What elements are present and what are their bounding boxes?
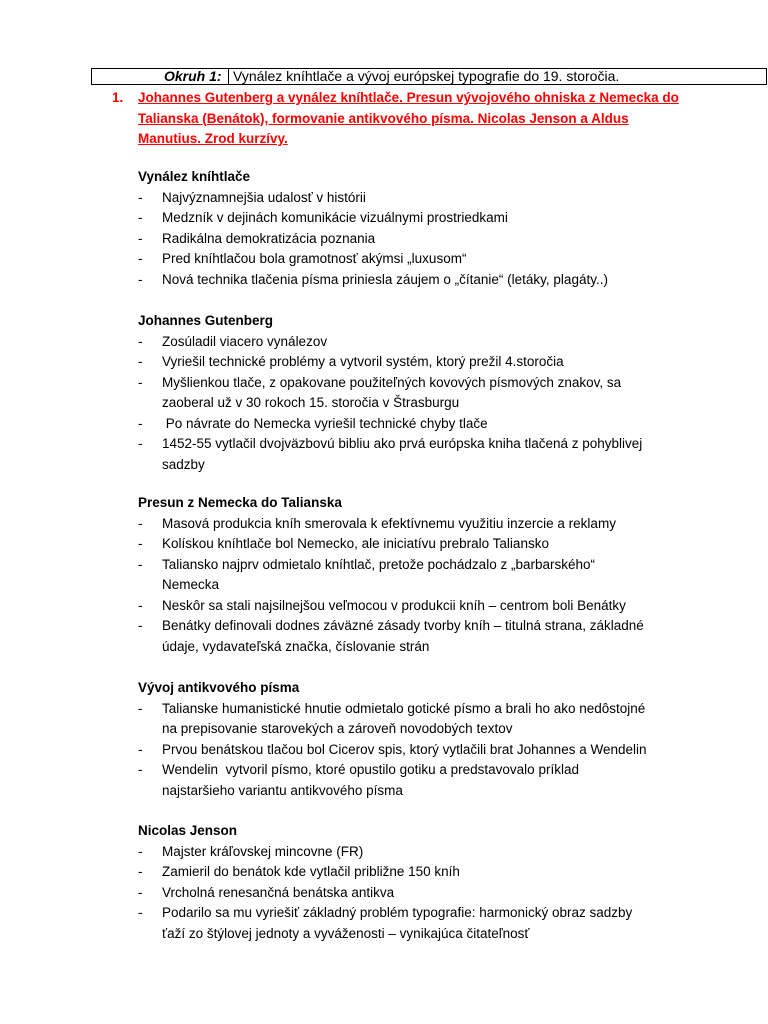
item-text: zaoberal už v 30 rokoch 15. storočia v Štrasburgu: [162, 395, 460, 410]
section-vynalez: [138, 167, 698, 290]
section-title: Nicolas Jenson: [138, 823, 238, 838]
section-title: Johannes Gutenberg: [138, 313, 274, 328]
list-item: [138, 229, 698, 250]
topic-line: Manutius. Zrod kurzívy: [138, 131, 285, 146]
item-text: Masová produkcia kníh smerovala k efektívnemu využitiu inzercie a reklamy: [162, 515, 616, 531]
bullet-dash: -: [138, 741, 143, 757]
item-text: Medzník v dejinách komunikácie vizuálnymi prostriedkami: [162, 210, 508, 225]
list-item: [138, 514, 698, 535]
section-antikva: [138, 678, 698, 801]
header-title: Vynález kníhtlače a vývoj európskej typografie do 19. storočia.: [233, 68, 620, 84]
bullet-dash: -: [138, 884, 143, 900]
bullet-dash: -: [138, 556, 143, 572]
item-text: Radikálna demokratizácia poznania: [162, 230, 376, 246]
item-text: Neskôr sa stali najsilnejšou veľmocou v produkcii kníh – centrom boli Benátky: [162, 597, 626, 613]
item-text: ťaží zo štýlovej jednoty a vyváženosti – vynikajúca čitateľnosť: [162, 925, 530, 941]
topic-heading: [112, 88, 712, 150]
item-text: Wendelin vytvoril písmo, ktoré opustilo gotiku a predstavovalo príklad: [162, 762, 579, 777]
bullet-dash: -: [138, 354, 143, 369]
topic-text: [138, 88, 712, 150]
list-item: [138, 332, 698, 353]
item-text: Taliansko najprv odmietalo kníhtlač, pretože pochádzalo z „barbarského“: [162, 556, 595, 572]
topic-line: Talianska (Benátok), formovanie antikvového písma. Nicolas Jenson a Aldus: [138, 110, 629, 126]
bullet-dash: -: [138, 271, 143, 287]
section-title: Presun z Nemecka do Talianska: [138, 495, 342, 510]
header-label: Okruh 1:: [92, 69, 229, 84]
item-text: Vrcholná renesančná benátska antikva: [162, 884, 395, 900]
item-text: 1452-55 vytlačil dvojväzbovú bibliu ako prvá európska kniha tlačená z pohyblivej: [162, 436, 643, 451]
section-presun: [138, 493, 698, 657]
item-text: Zosúladil viacero vynálezov: [162, 333, 328, 349]
bullet-dash: -: [138, 189, 143, 205]
item-text: Po návrate do Nemecka vyriešil technické chyby tlače: [162, 415, 488, 431]
topic-number: 1.: [112, 90, 124, 105]
bullet-dash: -: [138, 515, 143, 531]
list-item: [138, 555, 698, 596]
item-text: Vyriešil technické problémy a vytvoril systém, ktorý prežil 4.storočia: [162, 354, 564, 369]
item-text: Majster kráľovskej mincovne (FR): [162, 843, 364, 859]
list-item: [138, 352, 698, 373]
item-text: Kolískou kníhtlače bol Nemecko, ale iniciatívu prebralo Taliansko: [162, 536, 549, 551]
list-item: [138, 434, 698, 475]
bullet-dash: -: [138, 762, 143, 777]
bullet-dash: -: [138, 230, 143, 246]
bullet-dash: -: [138, 251, 143, 266]
list-item: [138, 903, 698, 944]
item-text: Nemecka: [162, 577, 220, 592]
list-item: [138, 740, 698, 761]
bullet-dash: -: [138, 843, 143, 859]
list-item: [138, 188, 698, 209]
topic-header-table: [91, 68, 767, 85]
bullet-dash: -: [138, 210, 143, 225]
item-text: Najvýznamnejšia udalosť v histórii: [162, 189, 366, 205]
bullet-dash: -: [138, 436, 143, 451]
bullet-dash: -: [138, 536, 143, 551]
list-item: [138, 616, 698, 657]
bullet-dash: -: [138, 905, 143, 920]
item-text: Nová technika tlačenia písma priniesla záujem o „čítanie“ (letáky, plagáty..): [162, 271, 608, 287]
list-item: [138, 534, 698, 555]
section-title: Vynález kníhtlače: [138, 169, 251, 184]
list-item: [138, 596, 698, 617]
bullet-dash: -: [138, 597, 143, 613]
item-text: Myšlienkou tlače, z opakovane použiteľných kovových písmových znakov, sa: [162, 374, 622, 390]
list-item: [138, 699, 698, 740]
item-text: Zamieril do benátok kde vytlačil približne 150 kníh: [162, 864, 460, 879]
item-text: Benátky definovali dodnes záväzné zásady tvorby kníh – titulná strana, základné: [162, 618, 644, 633]
section-gutenberg: [138, 311, 698, 475]
bullet-dash: -: [138, 700, 143, 716]
item-text: sadzby: [162, 456, 205, 472]
item-text: Talianske humanistické hnutie odmietalo gotické písmo a brali ho ako nedôstojné: [162, 700, 646, 716]
item-text: Podarilo sa mu vyriešiť základný problém typografie: harmonický obraz sadzby: [162, 905, 633, 920]
list-item: [138, 862, 698, 883]
list-item: [138, 249, 698, 270]
bullet-dash: -: [138, 864, 143, 879]
list-item: [138, 270, 698, 291]
list-item: [138, 760, 698, 801]
bullet-dash: -: [138, 618, 143, 633]
list-item: [138, 373, 698, 414]
item-text: Pred kníhtlačou bola gramotnosť akýmsi „luxusom“: [162, 251, 467, 266]
list-item: [138, 414, 698, 435]
section-title: Vývoj antikvového písma: [138, 680, 300, 695]
item-text: na prepisovanie starovekých a zároveň novodobých textov: [162, 721, 513, 736]
item-text: najstaršieho variantu antikvového písma: [162, 782, 403, 798]
bullet-dash: -: [138, 374, 143, 390]
list-item: [138, 208, 698, 229]
list-item: [138, 842, 698, 863]
item-text: Prvou benátskou tlačou bol Cicerov spis, ktorý vytlačili brat Johannes a Wendelin: [162, 741, 647, 757]
bullet-dash: -: [138, 333, 143, 349]
list-item: [138, 883, 698, 904]
section-jenson: [138, 821, 698, 944]
topic-line: Johannes Gutenberg a vynález kníhtlače. Presun vývojového ohniska z Nemecka do: [138, 90, 679, 105]
item-text: údaje, vydavateľská značka, číslovanie strán: [162, 638, 430, 654]
topic-trailing: .: [284, 131, 288, 146]
bullet-dash: -: [138, 415, 143, 431]
